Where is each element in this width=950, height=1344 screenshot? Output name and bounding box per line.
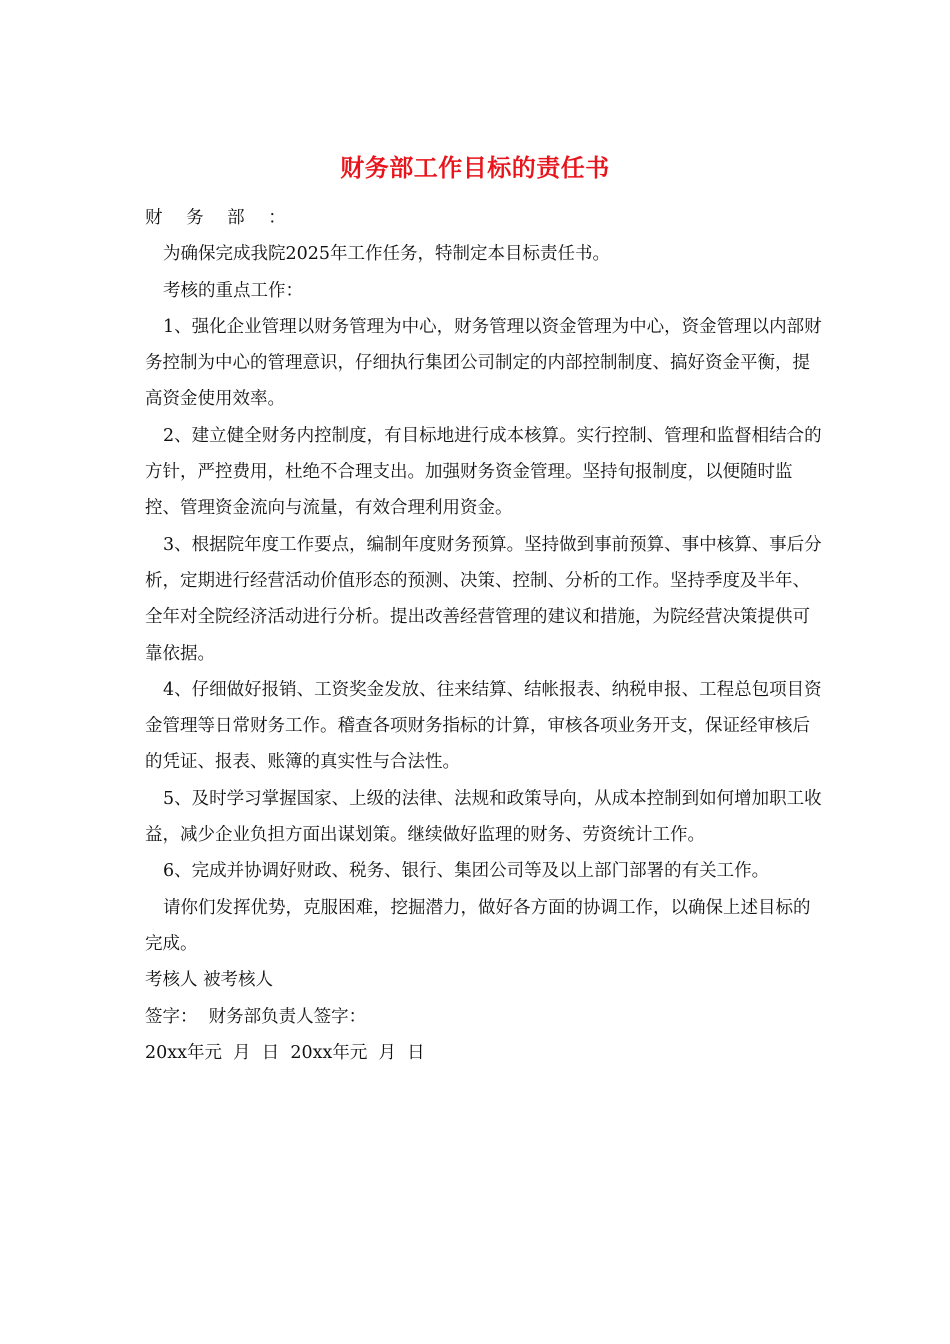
- closing-paragraph: 请你们发挥优势，克服困难，挖掘潜力，做好各方面的协调工作，以确保上述目标的完成。: [145, 897, 811, 954]
- intro-paragraph: 为确保完成我院2025年工作任务，特制定本目标责任书。: [163, 244, 611, 265]
- list-item: 2、建立健全财务内控制度，有目标地进行成本核算。实行控制、管理和监督相结合的方针，严控费用，杜绝不合理支出。加强财务资金管理。坚持旬报制度，以便随时监控、管理资金流向与流量，有效合理利用资金。: [145, 425, 822, 519]
- document-title: 财务部工作目标的责任书: [340, 154, 610, 182]
- signature-line: 签字： 财务部负责人签字：: [145, 1006, 367, 1027]
- list-item: 1、强化企业管理以财务管理为中心，财务管理以资金管理为中心，资金管理以内部财务控制为中心的管理意识，仔细执行集团公司制定的内部控制制度、搞好资金平衡，提高资金使用效率。: [145, 316, 822, 410]
- list-item: 6、完成并协调好财政、税务、银行、集团公司等及以上部门部署的有关工作。: [163, 861, 770, 882]
- signers-line: 考核人 被考核人: [145, 970, 274, 991]
- section-heading: 考核的重点工作：: [163, 280, 303, 301]
- list-item: 5、及时学习掌握国家、上级的法律、法规和政策导向，从成本控制到如何增加职工收益，减少企业负担方面出谋划策。继续做好监理的财务、劳资统计工作。: [145, 788, 822, 846]
- document-body: [145, 200, 825, 1071]
- list-item: 3、根据院年度工作要点，编制年度财务预算。坚持做到事前预算、事中核算、事后分析，定期进行经营活动价值形态的预测、决策、控制、分析的工作。坚持季度及半年、全年对全院经济活动进行分析。提出改善经营管理的建议和措施，为院经营决策提供可靠依据。: [145, 534, 822, 664]
- addressee-line: 财 务 部 ：: [145, 208, 295, 228]
- date-line: 20xx年元 月 日 20xx年元 月 日: [145, 1042, 425, 1063]
- list-item: 4、仔细做好报销、工资奖金发放、往来结算、结帐报表、纳税申报、工程总包项目资金管理等日常财务工作。稽查各项财务指标的计算，审核各项业务开支，保证经审核后的凭证、报表、账簿的真实性与合法性。: [145, 679, 822, 773]
